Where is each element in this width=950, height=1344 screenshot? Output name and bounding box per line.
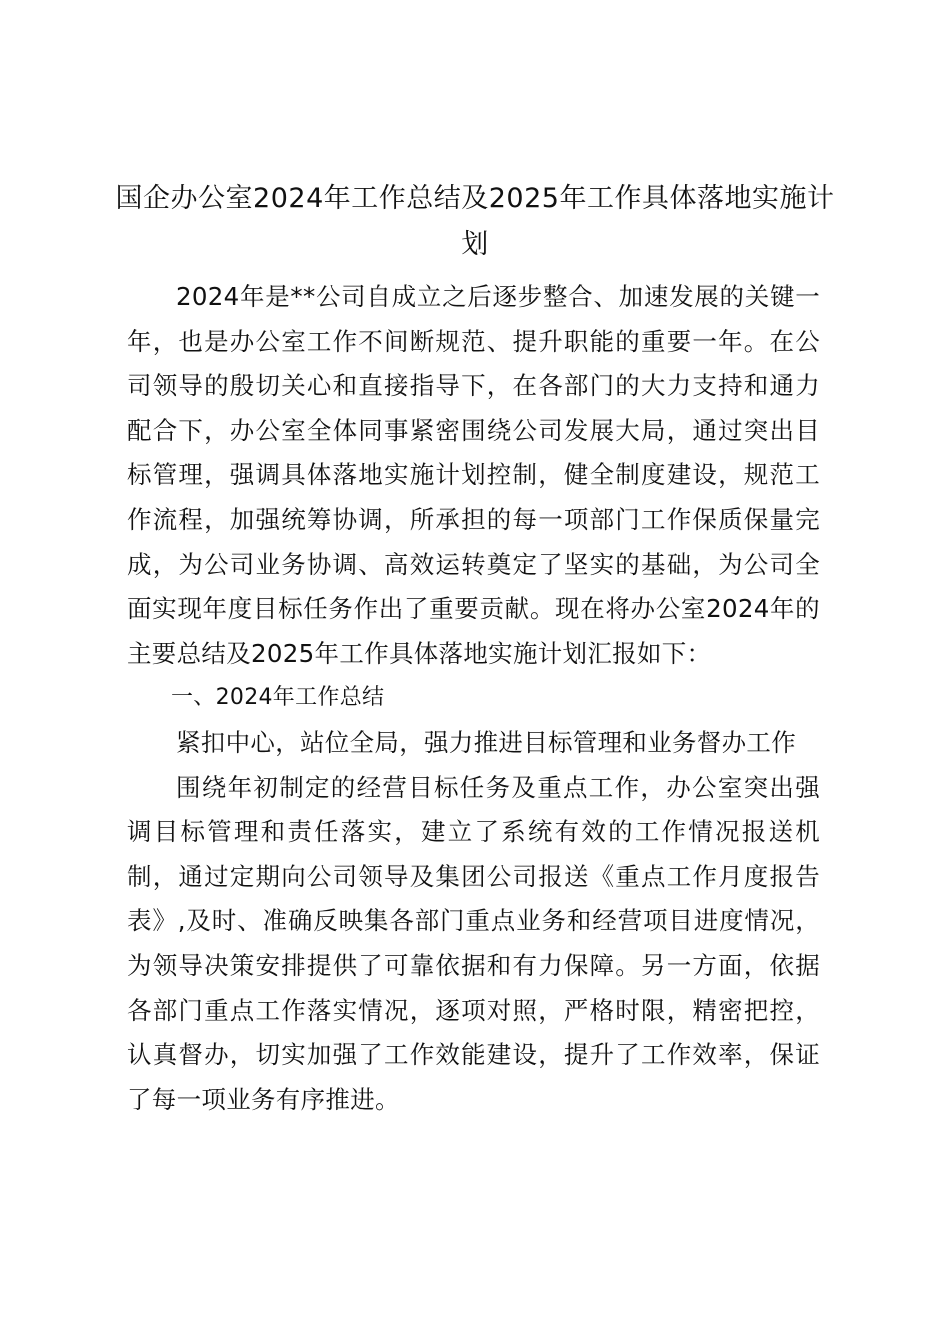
subsection-heading: 紧扣中心，站位全局，强力推进目标管理和业务督办工作	[176, 727, 796, 757]
document-body	[127, 275, 820, 1122]
intro-paragraph: 2024年是**公司自成立之后逐步整合、加速发展的关键一年，也是办公室工作不间断规范、提升职能的重要一年。在公司领导的殷切关心和直接指导下，在各部门的大力支持和通力配合下，办公室全体同事紧密围绕公司发展大局，通过突出目标管理，强调具体落地实施计划控制，健全制度建设，规范工作流程，加强统筹协调，所承担的每一项部门工作保质保量完成，为公司业务协调、高效运转奠定了坚实的基础，为公司全面实现年度目标任务作出了重要贡献。现在将办公室2024年的主要总结及2025年工作具体落地实施计划汇报如下：	[127, 282, 820, 668]
document-title: 国企办公室2024年工作总结及2025年工作具体落地实施计划	[115, 183, 835, 260]
section-heading: 一、2024年工作总结	[171, 685, 385, 711]
body-paragraph: 围绕年初制定的经营目标任务及重点工作，办公室突出强调目标管理和责任落实，建立了系统有效的工作情况报送机制，通过定期向公司领导及集团公司报送《重点工作月度报告表》,及时、准确反映集各部门重点业务和经营项目进度情况，为领导决策安排提供了可靠依据和有力保障。另一方面，依据各部门重点工作落实情况，逐项对照，严格时限，精密把控，认真督办，切实加强了工作效能建设，提升了工作效率，保证了每一项业务有序推进。	[127, 772, 820, 1114]
